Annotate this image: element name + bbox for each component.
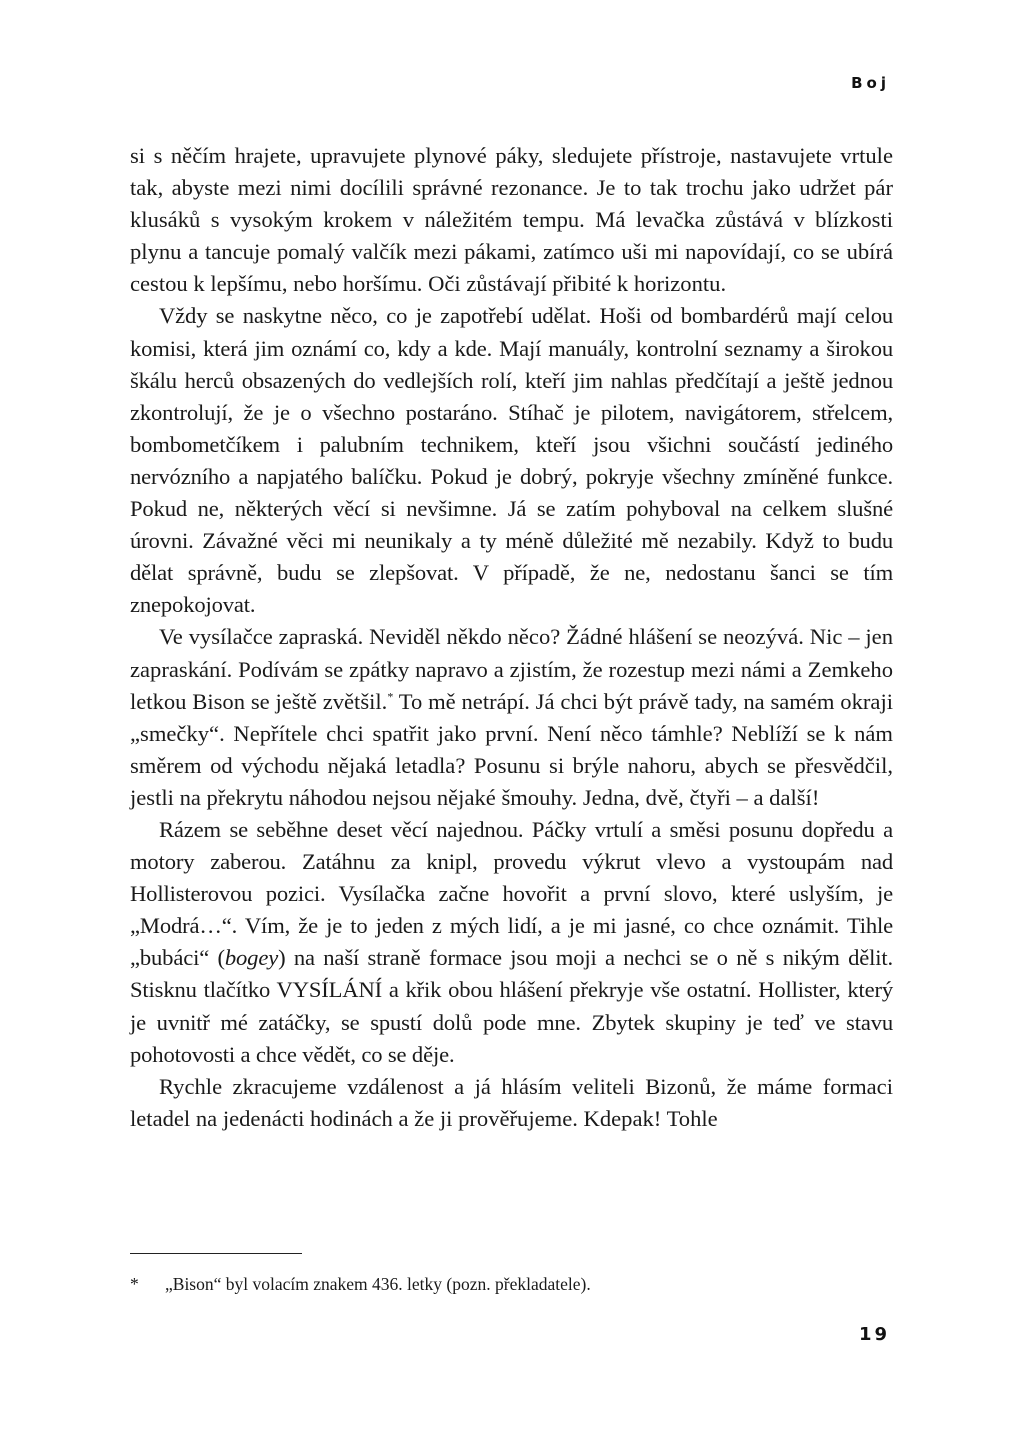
running-head: Boj [851, 74, 890, 92]
paragraph-5: Rychle zkracujeme vzdálenost a já hlásím veliteli Bizonů, že máme formaci letadel na jedenácti hodinách a že ji prověřujeme. Kdepak! Tohle [130, 1073, 893, 1131]
footnote-mark: * [130, 1274, 139, 1294]
footnote [130, 1272, 893, 1296]
body-text [130, 140, 893, 1135]
footnote-divider [130, 1253, 302, 1254]
paragraph-3-text-end: To mě netrápí. Já chci být právě tady, na samém okraji „smečky“. Nepřítele chci spatřit jako první. Není něco támhle? Neblíží se k nám směrem od východu nějaká letadla? Posunu si brýle nahoru, abych se přesvědčil, jestli na překrytu náhodou nejsou nějaké šmouhy. Jedna, dvě, čtyři – a další! [130, 688, 893, 810]
italic-term: bogey [224, 945, 279, 971]
footnote-reference: * [387, 689, 394, 704]
page-number: 19 [858, 1324, 890, 1345]
paragraph-3 [130, 621, 893, 814]
paragraph-2: Vždy se naskytne něco, co je zapotřebí udělat. Hoši od bombardérů mají celou komisi, která jim oznámí co, kdy a kde. Mají manuály, kontrolní seznamy a širokou škálu herců obsazených do vedlejších rolí, kteří jim nahlas předčítají a ještě jednou zkontrolují, že je o všechno postaráno. Stíhač je pilotem, navigátorem, střelcem, bombometčíkem i palubním technikem, kteří jsou všichni součástí jediného nervózního a napjatého balíčku. Pokud je dobrý, pokryje všechny zmíněné funkce. Pokud ne, některých věcí si nevšimne. Já se zatím pohyboval na celkem slušné úrovni. Závažné věci mi neunikaly a ty méně důležité mě nezabily. Když to budu dělat správně, budu se zlepšovat. V případě, že ne, nedostanu šanci se tím znepokojovat. [130, 303, 893, 618]
footnote-text: „Bison“ byl volacím znakem 436. letky (pozn. překladatele). [165, 1274, 591, 1294]
paragraph-4-text-end: ) na naší straně formace jsou moji a nechci se o ně s nikým dělit. Stisknu tlačítko VYSÍLÁNÍ a křik obou hlášení překryje vše ostatní. Hollister, který je uvnitř mé zatáčky, se spustí dolů pode mne. Zbytek skupiny je teď ve stavu pohotovosti a chce vědět, co se děje. [130, 945, 894, 1067]
paragraph-4-text-start: Rázem se seběhne deset věcí najednou. Páčky vrtulí a směsi posunu dopředu a motory zaberou. Zatáhnu za knipl, provedu výkrut vlevo a vystoupám nad Hollisterovou pozici. Vysílačka začne hovořit a první slovo, které uslyším, je „Modrá…“. Vím, že je to jeden z mých lidí, a je mi jasné, co chce oznámit. Tihle „bubáci“ ( [130, 816, 893, 971]
paragraph-3-text-start: Ve vysílačce zapraská. Neviděl někdo něco? Žádné hlášení se neozývá. Nic – jen zapraskání. Podívám se zpátky napravo a zjistím, že rozestup mezi námi a Zemkeho letkou Bison se ještě zvětšil. [130, 624, 893, 714]
paragraph-1: si s něčím hrajete, upravujete plynové páky, sledujete přístroje, nastavujete vrtule tak, abyste mezi nimi docílili správné rezonance. Je to tak trochu jako udržet pár klusáků s vysokým krokem v náležitém tempu. Má levačka zůstává v blízkosti plynu a tancuje pomalý valčík mezi pákami, zatímco uši mi napovídají, co se ubírá cestou k lepšímu, nebo horšímu. Oči zůstávají přibité k horizontu. [130, 143, 893, 297]
paragraph-4 [130, 814, 893, 1071]
